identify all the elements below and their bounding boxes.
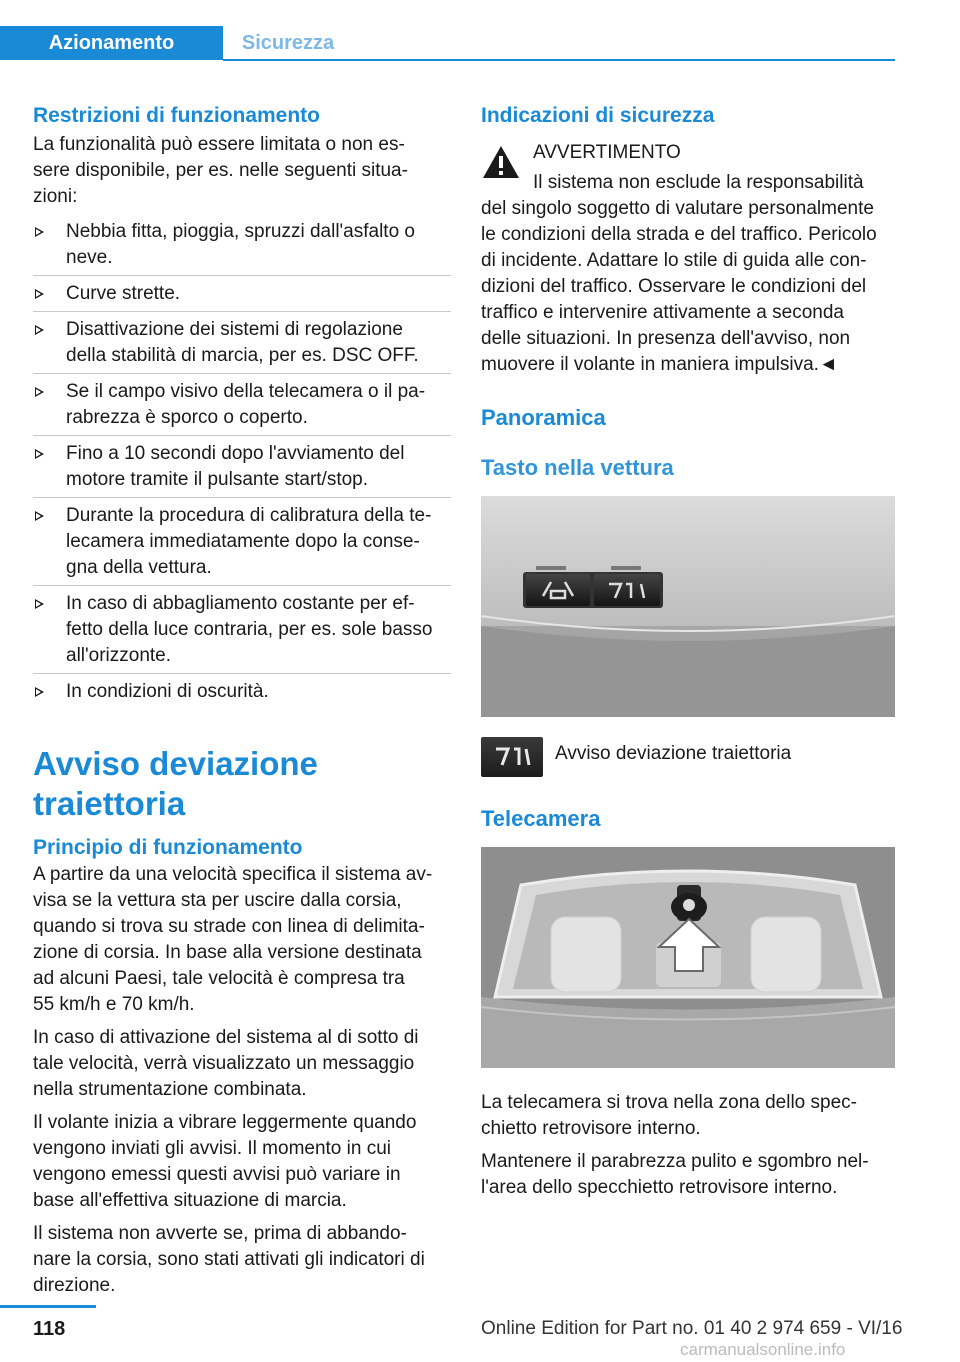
camera-paragraph: La telecamera si trova nella zona dello spec- chietto retrovisore interno.	[481, 1092, 857, 1139]
warning-triangle-icon	[481, 144, 521, 180]
restriction-item: In condizioni di oscurità.	[33, 674, 451, 710]
section-heading: Avviso deviazione traiettoria	[33, 745, 318, 822]
overview-heading: Panoramica	[481, 405, 606, 430]
principle-paragraph: Il volante inizia a vibrare leggermente quando vengono inviati gli avvisi. Il momento in cui vengono emessi questi avvisi può variare in base all'effettiva situazione di marcia.	[33, 1112, 417, 1211]
restrictions-heading: Restrizioni di funzionamento	[33, 104, 320, 127]
camera-text	[481, 1090, 895, 1201]
tab-sicurezza[interactable]: Sicurezza	[241, 31, 335, 54]
warning-text: del singolo soggetto di valutare personalmente le condizioni della strada e del traffico. Pericolo di incidente. Adattare lo stile di guida alle con- dizioni del traffico. Osservare le condizioni del traffico e intervenire attivamente a seconda delle situazioni. In presenza dell'avviso, non muovere il volante in maniera impulsiva.◄	[481, 198, 877, 375]
footer-rule	[0, 1305, 96, 1308]
principle-paragraph: A partire da una velocità specifica il sistema av- visa se la vettura sta per uscire dalla corsia, quando si trova su strade con linea di delimita- zione di corsia. In base alla versione destinata ad alcuni Paesi, tale velocità è compresa tra 55 km/h e 70 km/h.	[33, 864, 433, 1015]
button-heading: Tasto nella vettura	[481, 455, 674, 480]
button-caption: Avviso deviazione traiettoria	[555, 743, 792, 764]
warning-first-line: Il sistema non esclude la responsabilità	[533, 172, 864, 193]
left-column	[33, 102, 451, 1299]
restriction-item: Nebbia fitta, pioggia, spruzzi dall'asfalto o neve.	[33, 214, 451, 276]
restriction-item: Durante la procedura di calibratura della te- lecamera immediatamente dopo la conse- gna della vettura.	[33, 498, 451, 586]
principle-text	[33, 862, 451, 1299]
lane-departure-icon	[492, 745, 532, 769]
camera-photo-illustration	[481, 847, 895, 1068]
button-photo-illustration	[481, 496, 895, 717]
principle-heading: Principio di funzionamento	[33, 836, 303, 859]
right-column	[481, 102, 895, 1201]
restriction-item: Curve strette.	[33, 276, 451, 312]
principle-paragraph: Il sistema non avverte se, prima di abbando- nare la corsia, sono stati attivati gli indicatori di direzione.	[33, 1223, 425, 1296]
page-number: 118	[33, 1318, 66, 1340]
restriction-item: Disattivazione dei sistemi di regolazione della stabilità di marcia, per es. DSC OFF.	[33, 312, 451, 374]
warning-block	[481, 140, 895, 378]
lane-departure-button-icon	[481, 737, 543, 777]
restriction-item: In caso di abbagliamento costante per ef- fetto della luce contraria, per es. sole basso all'orizzonte.	[33, 586, 451, 674]
camera-photo	[481, 847, 895, 1068]
edition-info: Online Edition for Part no. 01 40 2 974 659 - VI/16	[481, 1318, 903, 1339]
button-photo	[481, 496, 895, 717]
chapter-tabs	[0, 26, 895, 62]
header-rule	[223, 59, 895, 61]
warning-label: AVVERTIMENTO	[533, 142, 681, 163]
watermark: carmanualsonline.info	[680, 1340, 846, 1359]
restrictions-intro: La funzionalità può essere limitata o non es- sere disponibile, per es. nelle seguenti situa- zioni:	[33, 134, 408, 207]
restriction-item: Se il campo visivo della telecamera o il pa- rabrezza è sporco o coperto.	[33, 374, 451, 436]
button-caption-row	[481, 737, 895, 777]
camera-paragraph: Mantenere il parabrezza pulito e sgombro nel- l'area dello specchietto retrovisore interno.	[481, 1151, 869, 1198]
tab-azionamento[interactable]: Azionamento	[0, 26, 223, 60]
camera-heading: Telecamera	[481, 806, 601, 831]
principle-paragraph: In caso di attivazione del sistema al di sotto di tale velocità, verrà visualizzato un messaggio nella strumentazione combinata.	[33, 1027, 419, 1100]
restriction-item: Fino a 10 secondi dopo l'avviamento del motore tramite il pulsante start/stop.	[33, 436, 451, 498]
safety-heading: Indicazioni di sicurezza	[481, 104, 715, 127]
restrictions-list	[33, 214, 451, 710]
